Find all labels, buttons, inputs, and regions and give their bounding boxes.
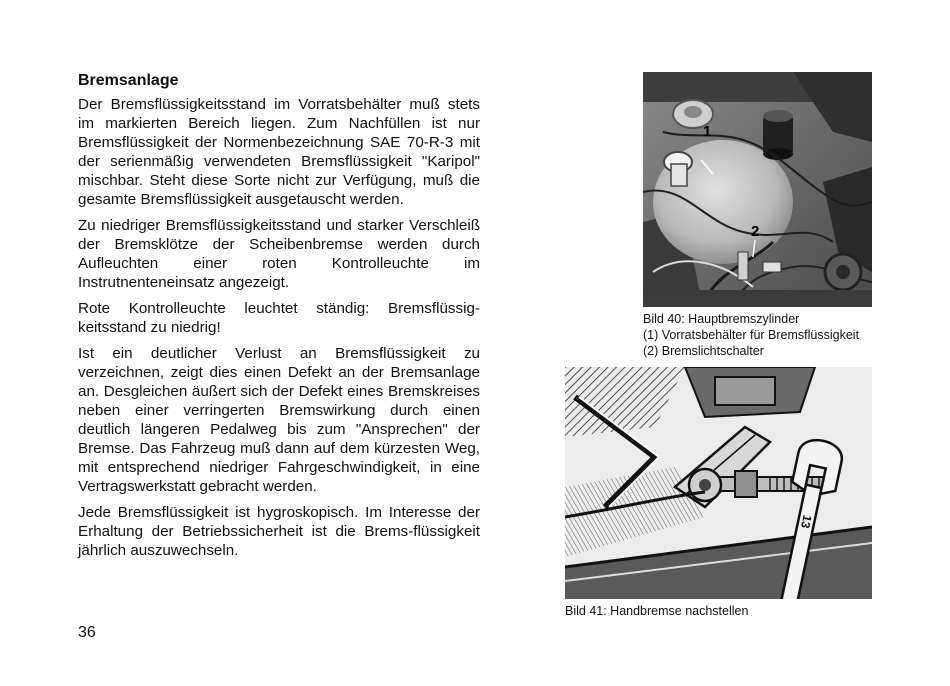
figure40-caption-title: Bild 40: Hauptbremszylinder (643, 312, 800, 326)
paragraph-hygroscopic: Jede Bremsflüssigkeit ist hygroskopisch. Im Interesse der Erhaltung der Betriebssicherheit ist die Brems-flüssigkeit jährlich auszuwechseln. (78, 504, 480, 559)
page-number: 36 (78, 624, 96, 641)
paragraph-warning-light: Zu niedriger Bremsflüssigkeitsstand und starker Verschleiß der Bremsklötze der Scheibenbremse werden durch Aufleuchten einer roten Kontrolleuchte im Instrutnenteneinsatz angezeigt. (78, 217, 480, 291)
figure41-caption: Bild 41: Handbremse nachstellen (565, 604, 749, 618)
figure40-caption-item2: (2) Bremslichtschalter (643, 344, 764, 358)
figure40-caption-item1: (1) Vorratsbehälter für Bremsflüssigkeit (643, 328, 860, 342)
master-cylinder-photo (643, 72, 872, 307)
handbrake-drawing (565, 367, 872, 599)
paragraph-fluid-level: Der Bremsflüssigkeitsstand im Vorratsbehälter muß stets im markierten Bereich liegen. Zum Nachfüllen ist nur Bremsflüssigkeit der Normenbezeichnung SAE 70-R-3 mit der serienmäßig verwendeten Bremsflüssigkeit "Karipol" mischbar. Steht diese Sorte nicht zur Verfügung, muß die gesamte Bremsflüssigkeit ausgetauscht werden. (78, 96, 480, 208)
paragraph-fluid-loss: Ist ein deutlicher Verlust an Bremsflüssigkeit zu verzeichnen, zeigt dies einen Defekt an der Bremsanlage an. Desgleichen äußert sich der Defekt eines Bremskreises neben einer verringerten Bremswirkung durch einen deutlich längeren Pedalweg bis zum "Ansprechen" der Bremse. Das Fahrzeug muß dann auf dem kürzesten Weg, mit entsprechend niedriger Fahrgeschwindigkeit, in eine Vertragswerkstatt gebracht werden. (78, 345, 480, 495)
wrench-size-label: 13 (798, 513, 815, 530)
photo-marker-2: 2 (751, 223, 760, 240)
photo-marker-1: 1 (703, 123, 712, 140)
paragraph-lamp-constant: Rote Kontrolleuchte leuchtet ständig: Bremsflüssig-keitsstand zu niedrig! (78, 300, 480, 336)
body-text (78, 95, 480, 567)
section-heading: Bremsanlage (78, 72, 179, 89)
figure40-caption (643, 311, 859, 359)
